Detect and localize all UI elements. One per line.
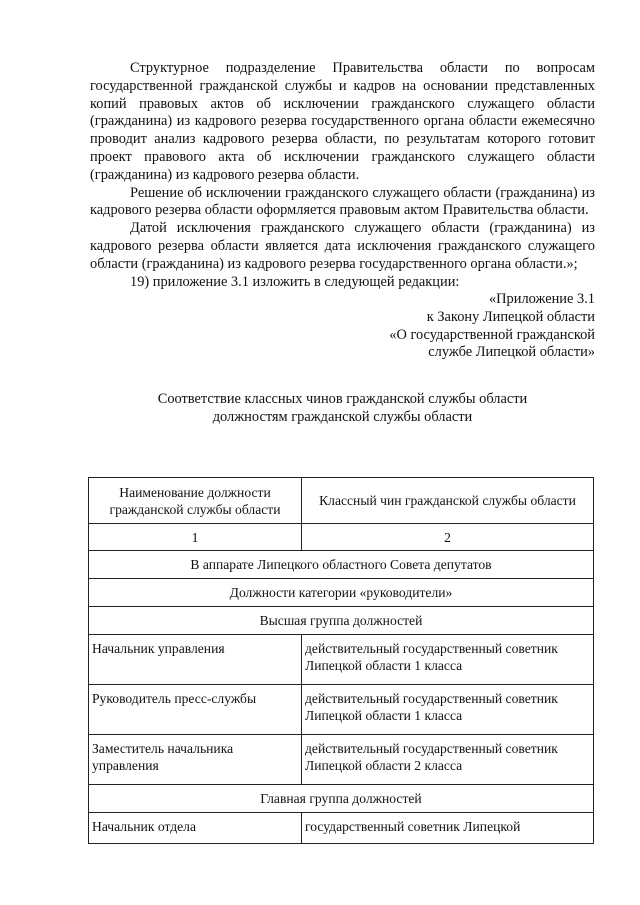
- section-category: Должности категории «руководители»: [89, 579, 594, 607]
- table-title-line: Соответствие классных чинов гражданской службы области: [157, 390, 528, 407]
- section-row: [89, 579, 594, 607]
- ranks-table: [88, 477, 594, 844]
- table-row: [89, 813, 594, 844]
- table-row: [89, 635, 594, 685]
- table-title: [90, 390, 595, 426]
- group-main: Главная группа должностей: [89, 785, 594, 813]
- position-cell: Заместитель начальника управления: [89, 735, 302, 785]
- group-row: [89, 785, 594, 813]
- group-row: [89, 607, 594, 635]
- group-highest: Высшая группа должностей: [89, 607, 594, 635]
- table-header-row: [89, 478, 594, 524]
- appendix-line: к Закону Липецкой области: [426, 308, 595, 325]
- rank-cell: государственный советник Липецкой: [302, 813, 594, 844]
- section-apparatus: В аппарате Липецкого областного Совета депутатов: [89, 551, 594, 579]
- rank-cell: действительный государственный советник Липецкой области 1 класса: [302, 635, 594, 685]
- appendix-line: «Приложение 3.1: [488, 291, 595, 308]
- section-row: [89, 551, 594, 579]
- column-number: 2: [302, 524, 594, 551]
- document-page: [90, 60, 595, 426]
- appendix-line: службе Липецкой области»: [428, 344, 595, 361]
- table-row: [89, 685, 594, 735]
- paragraph-analysis: Структурное подразделение Правительства области по вопросам государственной гражданской службы и кадров на основании представленных копий правовых актов об исключении гражданского служащего области (гражданина) из кадрового резерва государственного органа области ежемесячно проводит анализ кадрового резерва области, по результатам которого готовит проект правового акта об исключении гражданского служащего области (гражданина) из кадрового резерва области.: [90, 60, 595, 183]
- paragraph-exclusion-date: Датой исключения гражданского служащего области (гражданина) из кадрового резерва области является дата исключения гражданского служащего области (гражданина) из кадрового резерва государственного органа области.»;: [90, 220, 595, 272]
- position-cell: Начальник отдела: [89, 813, 302, 844]
- table-title-line: должностям гражданской службы области: [212, 408, 473, 425]
- position-cell: Начальник управления: [89, 635, 302, 685]
- column-number-row: [89, 524, 594, 551]
- appendix-line: «О государственной гражданской: [389, 326, 595, 343]
- rank-cell: действительный государственный советник Липецкой области 2 класса: [302, 735, 594, 785]
- appendix-heading: [90, 291, 595, 361]
- paragraph-item-19: 19) приложение 3.1 изложить в следующей редакции:: [130, 273, 460, 290]
- header-rank: Классный чин гражданской службы области: [302, 478, 594, 524]
- paragraph-decision: Решение об исключении гражданского служащего области (гражданина) из кадрового резерва области оформляется правовым актом Правительства области.: [90, 184, 595, 219]
- position-cell: Руководитель пресс-службы: [89, 685, 302, 735]
- table-row: [89, 735, 594, 785]
- column-number: 1: [89, 524, 302, 551]
- rank-cell: действительный государственный советник Липецкой области 1 класса: [302, 685, 594, 735]
- header-position: Наименование должности гражданской службы области: [89, 478, 302, 524]
